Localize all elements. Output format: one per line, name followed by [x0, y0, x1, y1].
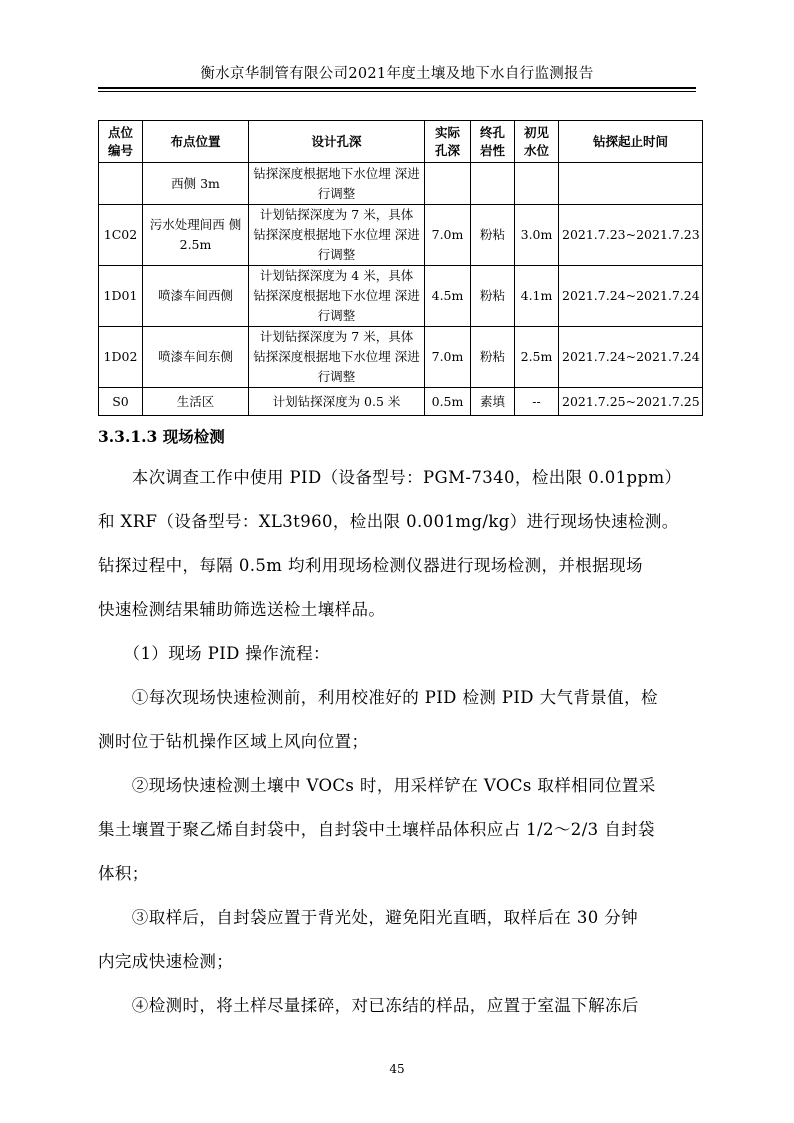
- header-rule-thick: [98, 87, 696, 89]
- drilling-table: [98, 120, 703, 416]
- page-number: 45: [389, 1062, 405, 1076]
- table-row: [99, 266, 703, 327]
- paragraph-step-3: [98, 896, 696, 984]
- header-drill-time: 钻探起止时间: [559, 121, 703, 163]
- cell-location: 西侧 3m: [143, 163, 249, 205]
- paragraph-line: 钻探过程中，每隔 0.5m 均利用现场检测仪器进行现场检测，并根据现场: [98, 556, 643, 575]
- table-row: [99, 327, 703, 388]
- cell-point-id: 1C02: [99, 205, 143, 266]
- header-water-level: 初见 水位: [515, 121, 559, 163]
- cell-design-depth: 计划钻探深度为 7 米，具体 钻探深度根据地下水位埋 深进行调整: [249, 205, 425, 266]
- paragraph-step-1: [98, 676, 696, 764]
- paragraph-pid-title: [98, 632, 696, 676]
- cell-actual-depth: 7.0m: [425, 205, 471, 266]
- cell-point-id: S0: [99, 388, 143, 416]
- cell-final-lithology: 素填: [471, 388, 515, 416]
- header-rule-thin: [98, 91, 696, 92]
- cell-drill-time: [559, 163, 703, 205]
- cell-drill-time: 2021.7.25~2021.7.25: [559, 388, 703, 416]
- paragraph-step-2: [98, 764, 696, 896]
- cell-final-lithology: 粉粘: [471, 266, 515, 327]
- paragraph-line: ②现场快速检测土壤中 VOCs 时，用采样铲在 VOCs 取样相同位置采: [98, 776, 656, 795]
- cell-location: 污水处理间西 侧 2.5m: [143, 205, 249, 266]
- cell-water-level: 4.1m: [515, 266, 559, 327]
- cell-final-lithology: 粉粘: [471, 205, 515, 266]
- cell-water-level: 3.0m: [515, 205, 559, 266]
- cell-location: 喷漆车间东侧: [143, 327, 249, 388]
- cell-water-level: --: [515, 388, 559, 416]
- header-final-lithology: 终孔 岩性: [471, 121, 515, 163]
- table-header-row: [99, 121, 703, 163]
- header-location: 布点位置: [143, 121, 249, 163]
- cell-water-level: 2.5m: [515, 327, 559, 388]
- paragraph-line: 内完成快速检测；: [98, 952, 234, 971]
- cell-design-depth: 计划钻探深度为 7 米，具体 钻探深度根据地下水位埋 深进行调整: [249, 327, 425, 388]
- paragraph-line: ①每次现场快速检测前，利用校准好的 PID 检测 PID 大气背景值，检: [98, 688, 658, 707]
- table-row: [99, 163, 703, 205]
- cell-drill-time: 2021.7.23~2021.7.23: [559, 205, 703, 266]
- cell-design-depth: 计划钻探深度为 4 米，具体 钻探深度根据地下水位埋 深进行调整: [249, 266, 425, 327]
- cell-actual-depth: 7.0m: [425, 327, 471, 388]
- cell-design-depth: 计划钻探深度为 0.5 米: [249, 388, 425, 416]
- cell-actual-depth: 0.5m: [425, 388, 471, 416]
- cell-actual-depth: [425, 163, 471, 205]
- table-row: [99, 205, 703, 266]
- cell-design-depth: 钻探深度根据地下水位埋 深进行调整: [249, 163, 425, 205]
- paragraph-line: 和 XRF（设备型号：XL3t960，检出限 0.001mg/kg）进行现场快速检测。: [98, 512, 679, 531]
- cell-actual-depth: 4.5m: [425, 266, 471, 327]
- paragraph-line: 本次调查工作中使用 PID（设备型号：PGM-7340，检出限 0.01ppm）: [98, 468, 682, 487]
- paragraph-intro: [98, 456, 696, 632]
- cell-drill-time: 2021.7.24~2021.7.24: [559, 266, 703, 327]
- paragraph-line: ④检测时，将土样尽量揉碎，对已冻结的样品，应置于室温下解冻后: [98, 996, 639, 1015]
- paragraph-line: 集土壤置于聚乙烯自封袋中，自封袋中土壤样品体积应占 1/2～2/3 自封袋: [98, 820, 655, 839]
- cell-point-id: 1D01: [99, 266, 143, 327]
- paragraph-line: （1）现场 PID 操作流程：: [98, 644, 330, 663]
- paragraph-line: 测时位于钻机操作区域上风向位置；: [98, 732, 369, 751]
- table-row: [99, 388, 703, 416]
- header-design-depth: 设计孔深: [249, 121, 425, 163]
- cell-point-id: 1D02: [99, 327, 143, 388]
- paragraph-line: ③取样后，自封袋应置于背光处，避免阳光直晒，取样后在 30 分钟: [98, 908, 639, 927]
- paragraph-line: 体积；: [98, 864, 149, 883]
- paragraph-line: 快速检测结果辅助筛选送检土壤样品。: [98, 600, 386, 619]
- page-header-title: 衡水京华制管有限公司2021年度土壤及地下水自行监测报告: [200, 66, 594, 82]
- cell-location: 生活区: [143, 388, 249, 416]
- cell-point-id: [99, 163, 143, 205]
- cell-final-lithology: [471, 163, 515, 205]
- cell-water-level: [515, 163, 559, 205]
- section-heading: 3.3.1.3 现场检测: [98, 427, 225, 446]
- header-point-id: 点位 编号: [99, 121, 143, 163]
- paragraph-step-4: [98, 984, 696, 1028]
- cell-location: 喷漆车间西侧: [143, 266, 249, 327]
- cell-final-lithology: 粉粘: [471, 327, 515, 388]
- header-actual-depth: 实际 孔深: [425, 121, 471, 163]
- cell-drill-time: 2021.7.24~2021.7.24: [559, 327, 703, 388]
